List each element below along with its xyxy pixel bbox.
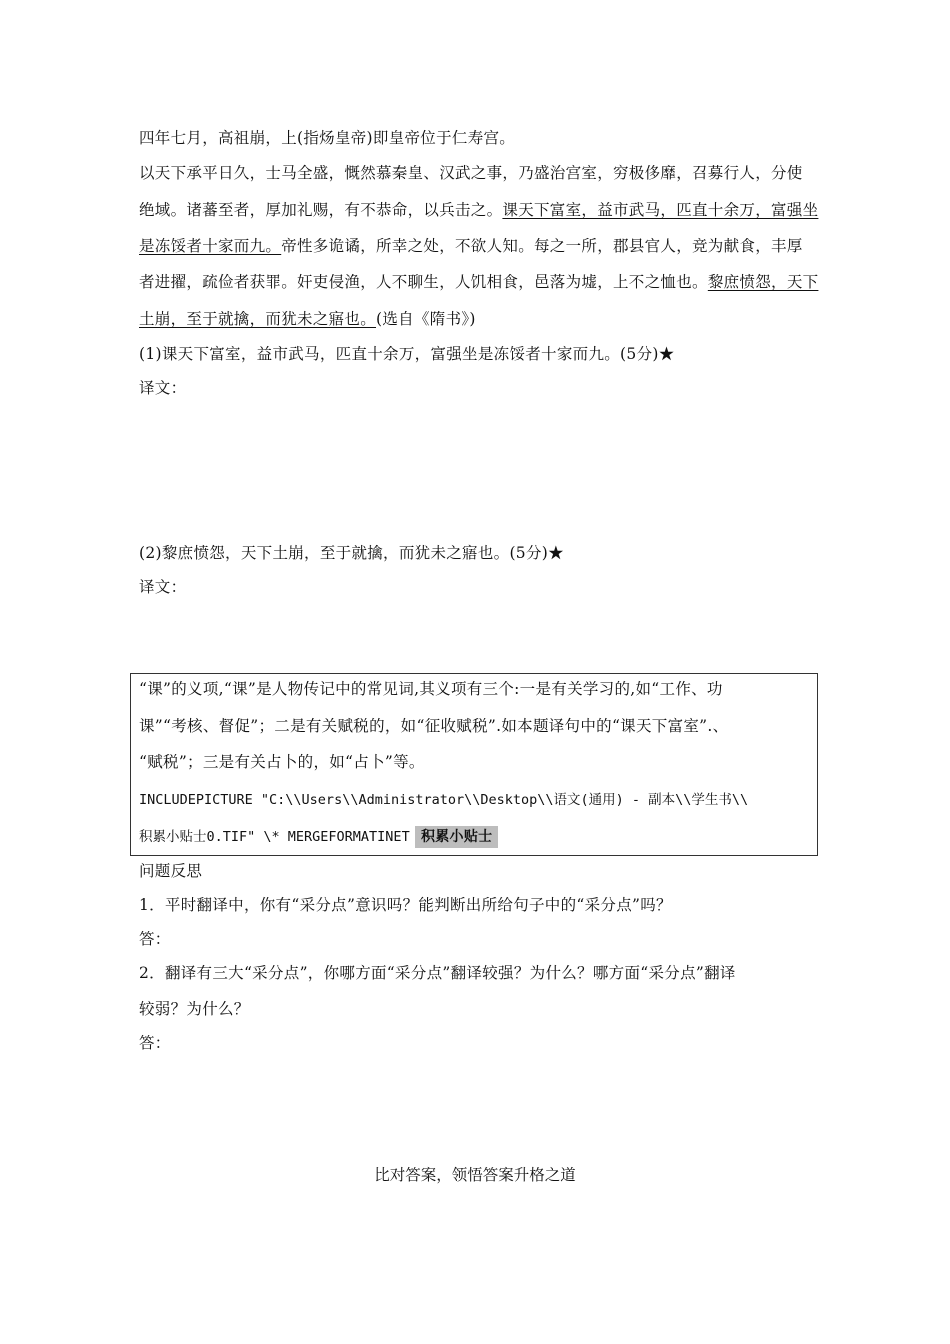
reflection-question-2-line-2: 较弱？为什么？: [139, 1000, 250, 1018]
passage-line-2: [139, 163, 811, 183]
passage-text: 帝性多诡谲，所幸之处，不欲人知。每之一所，郡县官人，竞为献食，丰厚: [281, 237, 803, 255]
tip-field-code-line-1: INCLUDEPICTURE "C:\\Users\\Administrator\\Desktop\\语文(通用) - 副本\\学生书\\: [139, 792, 749, 808]
underlined-sentence-2-end: 土崩，至于就擒，而犹未之寤也。: [139, 310, 377, 328]
source-citation: (选自《隋书》): [376, 310, 476, 328]
reflection-question-1: 1．平时翻译中，你有“采分点”意识吗？能判断出所给句子中的“采分点”吗？: [139, 896, 672, 914]
reflection-answer-1-label: 答：: [139, 930, 171, 948]
passage-text: 以天下承平日久，士马全盛，慨然慕秦皇、汉武之事，乃盛治宫室，穷极侈靡，召募行人，分使: [139, 164, 803, 182]
passage-line-3: [139, 200, 819, 220]
tip-line-2: 课”“考核、督促”；二是有关赋税的，如“征收赋税”.如本题译句中的“课天下富室”.、: [139, 717, 729, 735]
passage-line-4: [139, 236, 811, 256]
reflection-answer-2-label: 答：: [139, 1034, 171, 1052]
question-2-answer-label: 译文：: [139, 578, 187, 596]
accumulation-tip-badge: 积累小贴士: [415, 826, 499, 848]
passage-line-5: [139, 272, 819, 292]
passage-line-1: [139, 128, 811, 148]
passage-text: 绝域。诸蕃至者，厚加礼赐，有不恭命，以兵击之。: [139, 201, 503, 219]
underlined-sentence-1: 课天下富室，益市武马，匹直十余万，富强坐: [502, 201, 819, 219]
passage-line-6: [139, 309, 811, 329]
passage-text: 者进擢，疏俭者获罪。奸吏侵渔，人不聊生，人饥相食，邑落为墟，上不之恤也。: [139, 273, 708, 291]
question-1-answer-label: 译文：: [139, 379, 187, 397]
tip-line-1: “课”的义项,“课”是人物传记中的常见词,其义项有三个:一是有关学习的,如“工作、功: [139, 680, 723, 698]
underlined-sentence-2: 黎庶愤怨，天下: [707, 273, 819, 291]
question-1: (1)课天下富室，益市武马，匹直十余万，富强坐是冻馁者十家而九。(5分)★: [139, 345, 675, 363]
passage-text: 四年七月，高祖崩，上(指炀皇帝)即皇帝位于仁寿宫。: [139, 129, 516, 147]
reflection-question-2-line-1: 2．翻译有三大“采分点”，你哪方面“采分点”翻译较强？为什么？哪方面“采分点”翻译: [139, 964, 736, 982]
tip-line-3: “赋税”；三是有关占卜的，如“占卜”等。: [139, 753, 425, 771]
question-2: (2)黎庶愤怨，天下土崩，至于就擒，而犹未之寤也。(5分)★: [139, 544, 564, 562]
underlined-sentence-1-end: 是冻馁者十家而九。: [139, 237, 282, 255]
reflection-title: 问题反思: [139, 862, 203, 880]
tip-field-code-line-2: 积累小贴士0.TIF" \* MERGEFORMATINET: [139, 829, 410, 845]
section-heading: 比对答案，领悟答案升格之道: [374, 1166, 576, 1184]
tip-line-5: [139, 826, 811, 848]
